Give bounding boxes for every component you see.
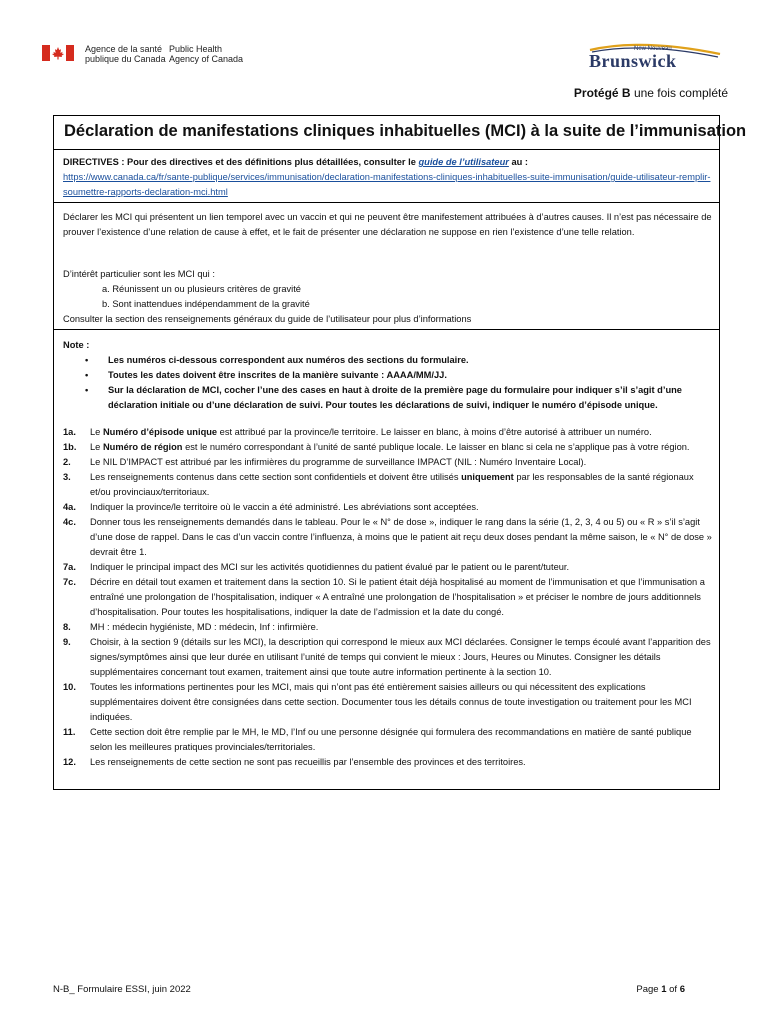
footer-form-id: N-B_ Formulaire ESSI, juin 2022 bbox=[53, 984, 191, 995]
item-text-bold: Numéro de région bbox=[102, 442, 183, 452]
list-item bbox=[63, 560, 713, 575]
list-item bbox=[63, 680, 713, 725]
item-text-pre: Le NIL D’IMPACT est attribué par les infirmières du programme de surveillance IMPACT (NIL : Numéro Inventaire Local). bbox=[90, 457, 587, 467]
item-text-pre: Toutes les informations pertinentes pour les MCI, mais qui n’ont pas été entièrement saisies ailleurs ou qui nécessitent des explications supplémentaires doivent être consignées dans cette section. Documenter tous les détails connus de toute investigation ou traitement pour les MCI indiquées. bbox=[90, 682, 692, 722]
item-text-pre: Décrire en détail tout examen et traitement dans la section 10. Si le patient était déjà hospitalisé au moment de l’immunisation et que l’immunisation a entraîné une prolongation de l’hospitalisation, indiquer « A entraîné une prolongation de l’hospitalisation » et préciser le nombre de jours additionnels d’hospitalisation. Pour toutes les hospitalisations, indiquer la date de l’admission et la date du congé. bbox=[90, 577, 705, 617]
protection-level: Protégé B bbox=[573, 86, 631, 100]
bullet-icon: • bbox=[85, 370, 89, 380]
divider bbox=[54, 149, 719, 150]
item-number: 7c. bbox=[63, 577, 76, 587]
interest-tail: Consulter la section des renseignements généraux du guide de l’utilisateur pour plus d’informations bbox=[63, 314, 472, 324]
form-title: Déclaration de manifestations cliniques inhabituelles (MCI) à la suite de l’immunisation bbox=[64, 122, 747, 140]
interest-heading: D’intérêt particulier sont les MCI qui : bbox=[63, 269, 215, 279]
list-item bbox=[63, 353, 713, 368]
note-text: Sur la déclaration de MCI, cocher l’une des cases en haut à droite de la première page du formulaire pour indiquer s’il s’agit d’une déclaration initiale ou d’une déclaration de suivi. Pour toutes les déclarations de suivi, indiquer le numéro d’épisode unique. bbox=[108, 385, 682, 410]
notes-section bbox=[63, 338, 713, 413]
interest-item-a: a. Réunissent un ou plusieurs critères de gravité bbox=[102, 284, 301, 294]
page-current: 1 bbox=[661, 984, 667, 995]
item-text-pre: MH : médecin hygiéniste, MD : médecin, Inf : infirmière. bbox=[90, 622, 319, 632]
guide-url-link[interactable]: https://www.canada.ca/fr/sante-publique/services/immunisation/declaration-manifestations-cliniques-inhabituelles-suite-immunisation/guide-utilisateur-remplir-soumettre-rapports-declaration-mci.html bbox=[63, 172, 711, 197]
item-text-pre: Le bbox=[90, 442, 103, 452]
agency-name-en bbox=[169, 44, 243, 64]
item-text bbox=[90, 620, 713, 635]
item-number: 1a. bbox=[63, 427, 76, 437]
item-text-pre: Les renseignements contenus dans cette section sont confidentiels et doivent être utilisés bbox=[90, 472, 462, 482]
item-text-pre: Donner tous les renseignements demandés dans le tableau. Pour le « N° de dose », indiquer le rang dans la série (1, 2, 3, 4 ou 5) ou « R » s’il s’agit d’une dose de rappel. Dans le cas d’un vaccin contre l’influenza, à moins que le patient ait reçu deux doses pendant la même saison, le « N° de dose » devrait être 1. bbox=[90, 517, 712, 557]
item-text bbox=[90, 440, 713, 455]
list-item bbox=[63, 620, 713, 635]
svg-text:New Nouveau: New Nouveau bbox=[634, 46, 672, 52]
item-number: 12. bbox=[63, 757, 76, 767]
item-text bbox=[90, 680, 713, 725]
bullet-icon: • bbox=[85, 355, 89, 365]
item-number: 7a. bbox=[63, 562, 76, 572]
item-text-post: est attribué par la province/le territoire. Le laisser en blanc, à moins d’être autorisé à attribuer un numéro. bbox=[217, 427, 652, 437]
item-number: 8. bbox=[63, 622, 71, 632]
user-guide-link[interactable]: guide de l’utilisateur bbox=[418, 157, 509, 167]
divider bbox=[54, 329, 719, 330]
item-number: 1b. bbox=[63, 442, 77, 452]
nb-wordmark: Brunswick bbox=[589, 51, 677, 71]
item-text-pre: Indiquer la province/le territoire où le vaccin a été administré. Les abréviations sont acceptées. bbox=[90, 502, 479, 512]
item-text bbox=[90, 725, 713, 755]
item-text bbox=[90, 560, 713, 575]
instruction-list bbox=[63, 425, 713, 770]
directives-section bbox=[63, 155, 713, 200]
list-item bbox=[63, 575, 713, 620]
list-item bbox=[63, 500, 713, 515]
item-text-bold: Numéro d’épisode unique bbox=[102, 427, 218, 437]
item-number: 4c. bbox=[63, 517, 76, 527]
item-number: 10. bbox=[63, 682, 76, 692]
item-number: 2. bbox=[63, 457, 71, 467]
page-header bbox=[0, 0, 770, 100]
list-item bbox=[63, 368, 713, 383]
item-text bbox=[90, 425, 713, 440]
intro-paragraph: Déclarer les MCI qui présentent un lien temporel avec un vaccin et qui ne peuvent être manifestement attribuées à d’autres causes. Il n’est pas nécessaire de prouver l’existence d’une relation de cause à effet, et le fait de présenter une déclaration ne suppose en rien l’existence d’une telle relation. bbox=[63, 212, 712, 237]
page-total: 6 bbox=[679, 984, 685, 995]
divider bbox=[54, 202, 719, 203]
list-item bbox=[63, 383, 713, 413]
directives-heading: DIRECTIVES : Pour des directives et des définitions plus détaillées, consulter le bbox=[63, 157, 416, 167]
list-item bbox=[63, 755, 713, 770]
item-number: 3. bbox=[63, 472, 71, 482]
list-item bbox=[63, 425, 713, 440]
protection-note: une fois complété bbox=[630, 86, 728, 100]
item-text bbox=[90, 515, 713, 560]
item-text bbox=[90, 500, 713, 515]
item-text-pre: Cette section doit être remplie par le MH, le MD, l’Inf ou une personne désignée qui formulera des recommandations en matière de santé publique selon les meilleures pratiques provinciales/territoriales. bbox=[90, 727, 692, 752]
item-text bbox=[90, 755, 713, 770]
item-text-pre: Choisir, à la section 9 (détails sur les MCI), la description qui correspond le mieux aux MCI déclarées. Consigner le temps écoulé avant l’apparition des signes/symptômes ainsi que leur durée en utilisant l’unité de temps qui convient le mieux : Jours, Heures ou Minutes. Consigner les détails supplémentaires concernant tout examen, traitement ainsi que toute autre information pertinente à la section 10. bbox=[90, 637, 711, 677]
item-text bbox=[90, 635, 713, 680]
item-text-post: par les responsables de la santé régionaux et/ou provinciaux/territoriaux. bbox=[90, 472, 694, 497]
item-number: 11. bbox=[63, 727, 76, 737]
interest-item-b: b. Sont inattendues indépendamment de la gravité bbox=[102, 299, 310, 309]
notes-list bbox=[63, 353, 713, 413]
agency-en-line1: Public Health bbox=[169, 44, 223, 54]
item-text bbox=[90, 575, 713, 620]
item-text-post: est le numéro correspondant à l’unité de santé publique locale. Le laisser en blanc si cela ne s’applique pas à votre région. bbox=[182, 442, 690, 452]
bullet-icon: • bbox=[85, 385, 89, 395]
form-frame bbox=[53, 115, 747, 790]
note-text: Les numéros ci-dessous correspondent aux numéros des sections du formulaire. bbox=[108, 355, 469, 365]
protection-label bbox=[574, 86, 728, 100]
list-item bbox=[63, 515, 713, 560]
agency-en-line2: Agency of Canada bbox=[169, 54, 244, 64]
directives-colon: au : bbox=[508, 157, 528, 167]
item-text-pre: Les renseignements de cette section ne sont pas recueillis par l’ensemble des provinces et des territoires. bbox=[90, 757, 526, 767]
list-item bbox=[63, 440, 713, 455]
canada-flag-icon bbox=[42, 45, 74, 61]
list-item bbox=[63, 635, 713, 680]
item-text-pre: Le bbox=[90, 427, 103, 437]
footer-page-number bbox=[636, 984, 685, 995]
item-text bbox=[90, 455, 713, 470]
list-item bbox=[63, 470, 713, 500]
agency-fr-line2: publique du Canada bbox=[85, 54, 166, 64]
item-number: 4a. bbox=[63, 502, 76, 512]
item-text-bold: uniquement bbox=[461, 472, 514, 482]
note-text: Toutes les dates doivent être inscrites de la manière suivante : AAAA/MM/JJ. bbox=[108, 370, 447, 380]
item-text-pre: Indiquer le principal impact des MCI sur les activités quotidiennes du patient évalué par le patient ou le parent/tuteur. bbox=[90, 562, 570, 572]
item-text bbox=[90, 470, 713, 500]
interest-section bbox=[63, 267, 713, 327]
agency-fr-line1: Agence de la santé bbox=[85, 44, 163, 54]
list-item bbox=[63, 455, 713, 470]
item-number: 9. bbox=[63, 637, 71, 647]
agency-name-fr bbox=[85, 44, 166, 64]
page-of: of bbox=[666, 984, 680, 995]
page-prefix: Page bbox=[636, 984, 662, 995]
list-item bbox=[63, 725, 713, 755]
note-heading: Note : bbox=[63, 340, 90, 350]
